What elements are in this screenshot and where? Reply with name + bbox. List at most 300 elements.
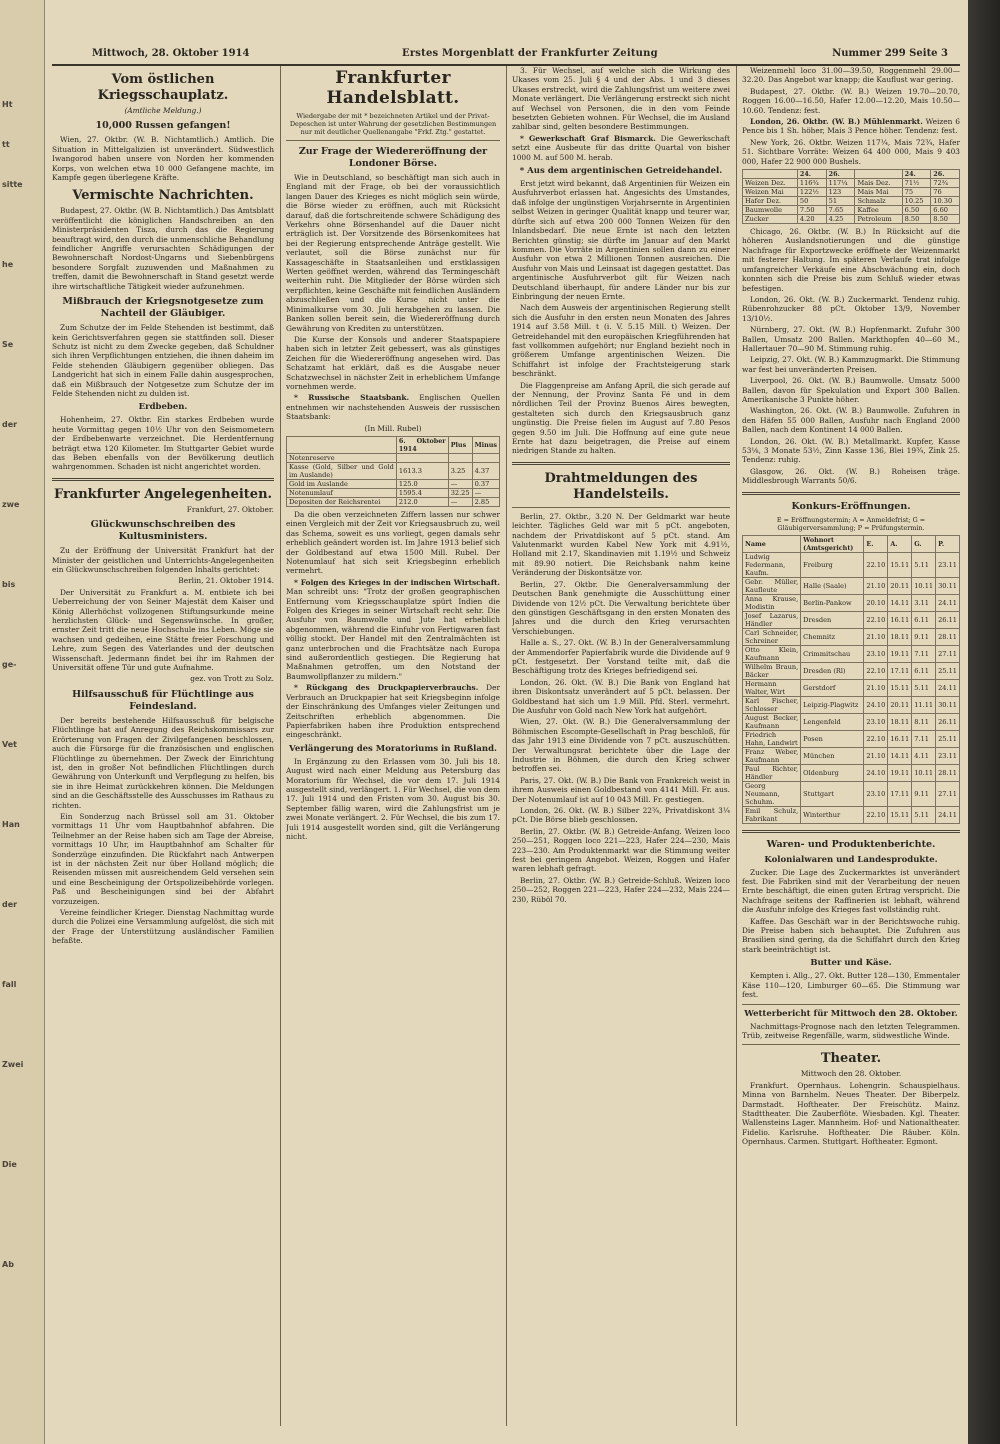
table-cell: Mais Mai	[855, 188, 902, 197]
table-cell	[448, 453, 472, 462]
table-cell: Gold im Auslande	[287, 479, 397, 488]
dateline: Mittwoch den 28. Oktober.	[800, 1069, 902, 1079]
headline: Glückwunschschreiben des Kultusministers.	[90, 519, 236, 543]
table-row	[743, 552, 960, 577]
table-header: 24.	[902, 170, 931, 179]
table-cell: Anna Krause, Modistin	[743, 594, 801, 611]
table-cell: 212.0	[396, 497, 448, 506]
issue-date: Mittwoch, 28. Oktober 1914	[92, 48, 250, 59]
table-cell: Gerstdorf	[801, 679, 864, 696]
table-row	[743, 747, 960, 764]
table-cell: 5.11	[912, 552, 936, 577]
table-cell: Leipzig-Plagwitz	[801, 696, 864, 713]
table-cell: 117¼	[826, 179, 855, 188]
article-text: Die Flaggenpreise am Anfang April, die sich gerade auf der Nennung, der Provinz Santa Fé und in dem nördlichen Teil der Provinz Buenos Aires bewegten, gestalteten sich durch den Kriegsausbruch ganz ungünstig. Die Preise fielen im August auf 7.80 Pesos gegen 9.50 im Juli. Die Hoffnung auf eine gute neue Ernte hat dazu beigetragen, die Preise auf einem niedrigen Stande zu halten.	[512, 380, 730, 456]
fragment: he	[2, 260, 14, 269]
article-text: Chicago, 26. Oktbr. (W. B.) In Rücksicht auf die höheren Auslandsnotierungen und die günstige Nachfrage für Exportzwecke eröffnete der Weizenmarkt mit festerer Haltung. Im späteren Verlaufe trat infolge umfangreicher Verkäufe eine Abschwächung ein, doch konnten sich die Preise bis zum Schluß wieder etwas befestigen.	[742, 227, 960, 293]
column-2	[286, 66, 500, 1426]
table-cell: 7.11	[912, 645, 936, 662]
table-cell: 8.11	[912, 713, 936, 730]
table-cell: 26.11	[936, 611, 960, 628]
table-cell: 28.11	[936, 764, 960, 781]
table-cell: —	[448, 479, 472, 488]
table-cell: —	[448, 497, 472, 506]
table-cell: Zucker	[743, 215, 798, 224]
headline: Erdbeben.	[138, 402, 188, 413]
table-cell: Dresden (Rl)	[801, 662, 864, 679]
table-cell: 23.11	[936, 747, 960, 764]
table-header: P.	[936, 535, 960, 552]
fragment: sitte	[2, 180, 23, 189]
table-cell: 11.11	[912, 696, 936, 713]
table-row	[743, 206, 960, 215]
article-text: In Ergänzung zu den Erlassen vom 30. Juli bis 18. August wird nach einer Meldung aus Petersburg das Moratorium für Wechsel, die vor dem 17. Juli 1914 ausgestellt sind, verlängert. 1. Für Wechsel, die von dem 17. Juli 1914 und den Fristen vom 30. August bis 30. September fällig waren, wird die Zahlungsfrist um je zwei Monate verlängert. 2. Für Wechsel, die bis zum 17. Juli 1914 ausgestellt worden sind, gilt die Verlängerung nicht.	[286, 756, 500, 841]
table-row	[743, 713, 960, 730]
headline: Wetterbericht für Mittwoch den 28. Oktober.	[744, 1008, 958, 1019]
article-text: Berlin, 27. Oktbr. (W. B.) Getreide-Schluß. Weizen loco 250—252, Roggen 221—223, Hafer 224—232, Mais 224—230, Rüböl 70.	[512, 875, 730, 904]
table-cell: 24.10	[864, 764, 888, 781]
table-header: Wohnort (Amtsgericht)	[801, 535, 864, 552]
table-cell: Baumwolle	[743, 206, 798, 215]
issue-number: Nummer 299 Seite 3	[832, 48, 948, 59]
article-text: Budapest, 27. Oktbr. (W. B.) Weizen 19.70—20.70, Roggen 16.00—16.50, Hafer 12.00—12.20, Mais 10.50—10.60. Tendenz: fest.	[742, 86, 960, 115]
table-cell: 27.11	[936, 645, 960, 662]
table-cell: 16.11	[888, 730, 912, 747]
table-cell: 24.10	[864, 696, 888, 713]
market-table	[742, 169, 960, 224]
divider	[512, 507, 730, 508]
table-cell: Lengenfeld	[801, 713, 864, 730]
article-text: Glasgow, 26. Okt. (W. B.) Roheisen träge. Middlesbrough Warrants 50/6.	[742, 466, 960, 486]
table-row	[287, 488, 500, 497]
table-cell: 3.11	[912, 594, 936, 611]
table-cell: —	[472, 488, 499, 497]
divider	[742, 830, 960, 833]
statebank-table	[286, 436, 500, 507]
table-cell: 122½	[797, 188, 826, 197]
fragment: zwe	[2, 500, 20, 509]
table-row	[287, 462, 500, 479]
article-text: Der Universität zu Frankfurt a. M. entbiete ich bei Ueberreichung der von Seiner Majestät dem Kaiser und König Allerhöchst vollzogenen Stiftungsurkunde meine herzlichsten Glück- und Segenswünsche. In großer, ernster Zeit tritt die neue Hochschule ins Leben. Möge sie wachsen und gedeihen, eine Stätte freier Forschung und Lehre, zum Segen des Vaterlandes und der deutschen Wissenschaft. Jedermann findet bei ihr im Rahmen der Universität offene Tür und gute Aufnahme.	[52, 587, 274, 673]
table-cell: 15.11	[888, 552, 912, 577]
table-cell: 5.11	[912, 806, 936, 823]
table-row	[743, 696, 960, 713]
article-text: 3. Für Wechsel, auf welche sich die Wirkung des Ukases vom 25. Juli § 4 und der Abs. 1 und 3 dieses Ukases erstreckt, wird die Zahlungsfrist um weitere zwei Monate verlängert. Die Verlängerung erstreckt sich nicht auf Wechsel von Personen, die in den vom Feinde besetzten Gebieten wohnen. Für Wechsel, die im Ausland zahlbar sind, gelten besondere Bestimmungen.	[512, 66, 730, 132]
table-cell: Weizen Mai	[743, 188, 798, 197]
table-cell: Karl Fischer, Schlosser	[743, 696, 801, 713]
fragment: der	[2, 420, 18, 429]
article-text: London, 26. Okt. (W. B.) Silber 22¾, Privatdiskont 3¼ pCt. Die Börse blieb geschlossen.	[512, 806, 730, 825]
table-row	[743, 577, 960, 594]
table-cell: Wilhelm Braun, Bäcker	[743, 662, 801, 679]
table-cell: 23.10	[864, 781, 888, 806]
table-row	[743, 215, 960, 224]
table-cell: Crimmitschau	[801, 645, 864, 662]
table-cell: Petroleum	[855, 215, 902, 224]
table-cell: 22.10	[864, 730, 888, 747]
table-row	[743, 764, 960, 781]
table-cell: 4.11	[912, 747, 936, 764]
table-row	[743, 781, 960, 806]
table-cell: 50	[797, 197, 826, 206]
adjacent-page-strip	[0, 0, 45, 1444]
table-cell: 6.60	[931, 206, 960, 215]
article-text: Wien, 27. Oktbr. (W. B. Nichtamtlich.) Amtlich. Die Situation in Mittelgalizien ist unverändert. Südwestlich Iwangorod haben unsere von Norden her kommenden Korps, von welchen etwa 10 000 Gefangene machte, im Kampfe gegen überlegene Kräfte.	[52, 135, 274, 183]
table-cell: Franz Weber, Kaufmann	[743, 747, 801, 764]
table-header	[287, 436, 397, 453]
article-text: Berlin, 27. Oktbr., 3.20 N. Der Geldmarkt war heute leichter. Tägliches Geld war mit 5 pCt. angeboten, nachdem der Privatdiskont auf 5 pCt. stand. Am Valutenmarkt wurden Kabel New York mit 4.91½, Holland mit 2.17, Skandinavien mit 1.19½ und Schweiz mit 89.90 notiert. Die Reichsbank nahm keine Veränderung der Diskontsätze vor.	[512, 511, 730, 578]
divider	[286, 140, 500, 141]
table-cell: Berlin-Pankow	[801, 594, 864, 611]
column-rule	[506, 66, 507, 1426]
table-row	[287, 497, 500, 506]
article-text: Hohenheim, 27. Oktbr. Ein starkes Erdbeben wurde heute Vormittag gegen 10½ Uhr von den Seismometern der Erdbebenwarte verzeichnet. Die Herdentfernung beträgt etwa 120 Kilometer. Im Stuttgarter Gebiet wurde das Beben ebenfalls von der Bevölkerung deutlich wahrgenommen. Schaden ist nicht angerichtet worden.	[52, 415, 274, 472]
table-cell: 30.11	[936, 696, 960, 713]
table-cell: Oldenburg	[801, 764, 864, 781]
table-cell: 4.37	[472, 462, 499, 479]
article-text: Man schreibt uns: "Trotz der großen geographischen Entfernung vom Kriegsschauplatze spürt Indien die Folgen des Krieges in seiner Wirtschaft recht sehr. Die Ausfuhr von Baumwolle und Jute hat erheblich abgenommen, während die Einfuhr von Fertigwaren fast völlig stockt. Der Handel mit den Zentralmächten ist ganz unterbrochen und die Frachtsätze nach Europa sind außerordentlich gestiegen. Die Regierung hat Maßnahmen getroffen, um den Notstand der Baumwollpflanzer zu mildern."	[286, 587, 500, 681]
table-cell	[396, 453, 448, 462]
article-text: Zu der Eröffnung der Universität Frankfurt hat der Minister der geistlichen und Unterrichts-Angelegenheiten ein Glückwunschschreiben folgenden Inhalts gerichtet:	[52, 546, 274, 574]
headline: 10,000 Russen gefangen!	[95, 120, 231, 132]
table-cell: 116¾	[797, 179, 826, 188]
table-cell: Josef Lazarus, Händler	[743, 611, 801, 628]
signature: gez. von Trott zu Solz.	[190, 674, 274, 684]
fragment: Han	[2, 820, 20, 829]
headline: Hilfsausschuß für Flüchtlinge aus Feindesland.	[72, 688, 254, 712]
article-text: Berlin, 27. Oktbr. (W. B.) Getreide-Anfang. Weizen loco 250—251, Roggen loco 221—223, Hafer 224—230, Mais 223—230. Am Produktenmarkt war die Stimmung weiter fest bei geringem Angebot. Weizen, Roggen und Hafer waren lebhaft gefragt.	[512, 826, 730, 874]
table-cell: 19.11	[888, 645, 912, 662]
article-text: Kaffee. Das Geschäft war in der Berichtswoche ruhig. Die Preise haben sich behauptet. Die Zufuhren aus Brasilien sind gering, da die Schiffahrt durch den Krieg stark beeinträchtigt ist.	[742, 916, 960, 954]
table-cell: August Becker, Kaufmann	[743, 713, 801, 730]
table-header: Minus	[472, 436, 499, 453]
table-cell: 30.11	[936, 577, 960, 594]
article-text: Die Kurse der Konsols und anderer Staatspapiere haben sich in letzter Zeit gebessert, was als günstiges Zeichen für die Wiedereröffnung angesehen wird. Das Schatzamt hat erklärt, daß es die Ausgabe neuer Schatzwechsel in nächster Zeit in erheblichem Umfange vornehmen werde.	[286, 334, 500, 391]
table-cell: 6.50	[902, 206, 931, 215]
table-header	[743, 170, 798, 179]
fragment: ge-	[2, 660, 17, 669]
divider	[742, 492, 960, 495]
table-cell: 22.10	[864, 806, 888, 823]
table-cell: 15.11	[888, 806, 912, 823]
table-cell: Kasse (Gold, Silber und Gold im Auslande)	[287, 462, 397, 479]
reprint-note: Wiedergabe der mit * bezeichneten Artikel und der Privat-Depeschen ist unter Wahrung der gesetzlichen Bestimmungen nur mit deutlicher Quellenangabe "Frkf. Ztg." gestattet.	[289, 112, 497, 136]
table-cell: 28.11	[936, 628, 960, 645]
article-text: Der Verbrauch an Druckpapier hat seit Kriegsbeginn infolge der Einschränkung des Umfanges vieler Zeitungen und Zeitschriften erheblich abgenommen. Die Papierfabriken haben ihre Produktion entsprechend eingeschränkt.	[286, 683, 500, 740]
table-cell: 10.30	[931, 197, 960, 206]
table-cell: 17.11	[888, 781, 912, 806]
table-cell: 25.11	[936, 730, 960, 747]
article-text: Paris, 27. Okt. (W. B.) Die Bank von Frankreich weist in ihrem Ausweis einen Goldbestand von 4141 Mill. Fr. aus. Der Notenumlauf ist auf 10 043 Mill. Fr. gestiegen.	[512, 775, 730, 804]
article-text: Wien, 27. Okt. (W. B.) Die Generalversammlung der Böhmischen Escompte-Gesellschaft in Prag beschloß, für das Jahr 1913 eine Dividende von 7 pCt. auszuschütten. Der Verwaltungsrat berichtete über die Lage der Industrie in Böhmen, die durch den Krieg schwer betroffen sei.	[512, 717, 730, 774]
dateline: Frankfurt, 27. Oktober.	[186, 504, 274, 514]
table-cell: 123	[826, 188, 855, 197]
article-text: London, 26. Okt. (W. B.) Die Bank von England hat ihren Diskontsatz unverändert auf 5 pCt. belassen. Der Goldbestand hat sich um 1.9 Mill. Pfd. Sterl. vermehrt. Die Ausfuhr von Gold nach New York hat aufgehört.	[512, 677, 730, 715]
article-text: London, 26. Okt. (W. B.) Metallmarkt. Kupfer, Kasse 53⅛, 3 Monate 53½, Zinn Kasse 136, Blei 19¾, Zink 25. Tendenz: ruhig.	[742, 436, 960, 465]
table-cell: Friedrich Hahn, Landwirt	[743, 730, 801, 747]
table-cell: 18.11	[888, 713, 912, 730]
table-cell: Carl Schneider, Schreiner	[743, 628, 801, 645]
table-cell: Notenumlauf	[287, 488, 397, 497]
book-binding	[968, 0, 1000, 1444]
table-cell: 1613.3	[396, 462, 448, 479]
column-rule	[736, 66, 737, 1426]
article-text: Da die oben verzeichneten Ziffern lassen nur schwer einen Vergleich mit der Zeit vor Kriegsausbruch zu, weil das Schema, soweit es uns vorliegt, gegen damals sehr erheblich geändert worden ist. Im Jahre 1913 belief sich der Goldbestand auf etwa 1500 Mill. Rubel. Der Notenumlauf hat sich seit Kriegsbeginn erheblich vermehrt.	[286, 509, 500, 576]
column-1	[52, 66, 274, 1426]
table-cell: Hermann Walter, Wirt	[743, 679, 801, 696]
table-cell: 23.10	[864, 645, 888, 662]
fragment: Ht	[2, 100, 13, 109]
section-headline: Theater.	[820, 1051, 882, 1067]
article-text: Leipzig, 27. Okt. (W. B.) Kammzugmarkt. Die Stimmung war fest bei unveränderten Preisen.	[742, 355, 960, 374]
table-cell: 75	[902, 188, 931, 197]
article-text: Weizenmehl loco 31.00—39.50, Roggenmehl 29.00—32.20. Das Angebot war knapp; die Kauflust war gering.	[742, 66, 960, 85]
table-row	[743, 730, 960, 747]
article-text: Budapest, 27. Oktbr. (W. B. Nichtamtlich.) Das Amtsblatt veröffentlicht die königlichen Handschreiben an den Ministerpräsidenten Tisza, durch das die Regierung beauftragt wird, den durch die unmenschliche Behandlung feindlicher Angriffe verursachten Schädigungen der Bewohnerschaft Nordost-Ungarns und Siebenbürgens besondere Sorgfalt zuzuwenden und Maßnahmen zu treffen, damit die Bewohnerschaft in Stand gesetzt werde ihre wirtschaftliche Tätigkeit wieder aufzunehmen.	[52, 206, 274, 291]
table-cell: 8.50	[902, 215, 931, 224]
table-cell: 5.11	[912, 679, 936, 696]
article-text: Die Gewerkschaft setzt eine Ausbeute für das dritte Quartal von bisher 1000 M. auf 500 M. herab.	[512, 133, 730, 162]
article-text: Nürnberg, 27. Okt. (W. B.) Hopfenmarkt. Zufuhr 300 Ballen, Umsatz 200 Ballen. Markthopfen 40—60 M., Hallertauer 70—90 M. Stimmung ruhig.	[742, 325, 960, 353]
table-cell: 21.10	[864, 628, 888, 645]
table-cell: 72¾	[931, 179, 960, 188]
table-row	[743, 197, 960, 206]
table-header: Name	[743, 535, 801, 552]
table-cell: 20.11	[888, 696, 912, 713]
fragment: fall	[2, 980, 17, 989]
table-header: 6. Oktober 1914	[396, 436, 448, 453]
divider	[52, 478, 274, 481]
fragment: Die	[2, 1160, 17, 1169]
table-caption: (In Mill. Rubel)	[364, 423, 422, 433]
table-header: Plus	[448, 436, 472, 453]
table-cell: 0.37	[472, 479, 499, 488]
table-cell: Paul Richter, Händler	[743, 764, 801, 781]
table-cell	[472, 453, 499, 462]
headline: Mißbrauch der Kriegsnotgesetze zum Nachteil der Gläubiger.	[62, 296, 264, 320]
table-row	[743, 679, 960, 696]
article-text: Nachmittags-Prognose nach den letzten Telegrammen. Trüb, zeitweise Regenfälle, warm, südwestliche Winde.	[742, 1021, 960, 1040]
table-cell: Notenreserve	[287, 453, 397, 462]
table-row	[743, 594, 960, 611]
article-text: Der bereits bestehende Hilfsausschuß für belgische Flüchtlinge hat auf Anregung des Reichskommissars zur Erörterung von Fragen der Zivilgefangenen beschlossen, auch die Fürsorge für die französischen und englischen Flüchtlinge zu übernehmen. Der Zweck der Einrichtung ist, den in großer Not befindlichen Flüchtlingen durch Gewährung von Unterkunft und Verpflegung zu helfen, bis sie in ihre Heimat zurückkehren können. Die Meldungen sind an die Geschäftsstelle des Ausschusses im Rathaus zu richten.	[52, 715, 274, 810]
table-cell: 32.25	[448, 488, 472, 497]
headline: London, 26. Oktbr. (W. B.) Mühlenmarkt.	[750, 117, 923, 127]
table-cell: Ludwig Federmann, Kaufm.	[743, 552, 801, 577]
headline: Zur Frage der Wiedereröffnung der Londoner Börse.	[298, 146, 488, 169]
section-headline: Frankfurter Handelsblatt.	[326, 68, 460, 108]
divider	[742, 1004, 960, 1005]
table-cell: 15.11	[888, 679, 912, 696]
divider	[512, 462, 730, 465]
article-text: Frankfurt. Opernhaus. Lohengrin. Schauspielhaus. Minna von Barnhelm. Neues Theater. Der Biberpelz. Darmstadt. Hoftheater. Der Freischütz. Mainz. Stadttheater. Die Zauberflöte. Wiesbaden. Kgl. Theater. Wallensteins Lager. Mannheim. Hof- und Nationaltheater. Fidelio. Karlsruhe. Hoftheater. Die Räuber. Köln. Opernhaus. Carmen. Stuttgart. Hoftheater. Egmont.	[742, 1080, 960, 1147]
table-cell: 22.10	[864, 552, 888, 577]
table-cell: 3.25	[448, 462, 472, 479]
fragment: Se	[2, 340, 14, 349]
table-cell: 26.11	[936, 713, 960, 730]
section-headline: Frankfurter Angelegenheiten.	[53, 486, 273, 502]
table-cell: 21.10	[864, 679, 888, 696]
article-text: Liverpool, 26. Okt. (W. B.) Baumwolle. Umsatz 5000 Ballen, davon für Spekulation und Export 300 Ballen. Amerikanische 3 Punkte höher.	[742, 376, 960, 404]
column-4	[742, 66, 960, 1426]
table-cell: Georg Neumann, Schuhm.	[743, 781, 801, 806]
table-cell: 16.11	[888, 611, 912, 628]
table-cell: 22.10	[864, 662, 888, 679]
table-header: E.	[864, 535, 888, 552]
table-cell: 7.11	[912, 730, 936, 747]
table-row	[287, 479, 500, 488]
fragment: tt	[2, 140, 10, 149]
article-text: Nach dem Ausweis der argentinischen Regierung stellt sich die Ausfuhr in den ersten neun Monaten des Jahres 1914 auf 3.58 Mill. t (i. V. 5.15 Mill. t) Weizen. Der Getreidehandel mit den europäischen Kriegführenden hat fast vollkommen aufgehört; nur England bezieht noch in größerem Umfange argentinischen Weizen. Die Schiffahrt ist infolge der Frachtsteigerung stark beschränkt.	[512, 303, 730, 379]
article-text: Ein Sonderzug nach Brüssel soll am 31. Oktober vormittags 11 Uhr vom Hauptbahnhof abfahren. Die Teilnehmer an der Reise haben sich am Tage der Abreise, vormittags 10 Uhr, im Hauptbahnhof am Schalter für Sonderzüge einzufinden. Die Rückfahrt nach Antwerpen ist in der nächsten Zeit nur über Holland möglich; die Reisenden müssen mit ausreichendem Geld versehen sein und eine Bescheinigung der Ortspolizeibehörde vorlegen. Paß und Bescheinigungen sind bei der Abfahrt vorzuzeigen.	[52, 811, 274, 906]
table-row	[743, 179, 960, 188]
table-cell: 24.11	[936, 594, 960, 611]
table-cell: Gebr. Müller, Kaufleute	[743, 577, 801, 594]
table-cell: München	[801, 747, 864, 764]
table-cell: 6.11	[912, 611, 936, 628]
legend: E = Eröffnungstermin; A = Anmeldefrist; G = Gläubigerversammlung; P = Prüfungstermin.	[776, 515, 926, 532]
bankruptcy-table	[742, 535, 960, 824]
headline: * Russische Staatsbank.	[294, 393, 410, 403]
article-text: Halle a. S., 27. Okt. (W. B.) In der Generalversammlung der Ammendorfer Papierfabrik wurde die Dividende auf 9 pCt. festgesetzt. Der Vorstand teilte mit, daß die Beschäftigung trotz des Krieges befriedigend sei.	[512, 638, 730, 676]
table-cell: Freiburg	[801, 552, 864, 577]
table-cell: 18.11	[888, 628, 912, 645]
headline: Vermischte Nachrichten.	[72, 188, 254, 204]
table-row	[743, 645, 960, 662]
dateline: Berlin, 21. Oktober 1914.	[178, 576, 274, 586]
table-cell: Hafer Dez.	[743, 197, 798, 206]
table-cell: 24.11	[936, 806, 960, 823]
table-row	[743, 806, 960, 823]
table-cell: 10.25	[902, 197, 931, 206]
column-rule	[280, 66, 281, 1426]
table-cell: 9.11	[912, 781, 936, 806]
headline: * Folgen des Krieges in der indischen Wirtschaft.	[294, 577, 500, 587]
table-cell: Chemnitz	[801, 628, 864, 645]
table-row	[743, 662, 960, 679]
table-cell: 7.50	[797, 206, 826, 215]
table-cell: 14.11	[888, 594, 912, 611]
section-headline: Konkurs-Eröffnungen.	[791, 500, 911, 512]
table-cell: Winterthur	[801, 806, 864, 823]
headline: * Aus dem argentinischen Getreidehandel.	[519, 166, 723, 177]
article-text: Wie in Deutschland, so beschäftigt man sich auch in England mit der Frage, ob bei der voraussichtlich langen Dauer des Krieges es nicht möglich sein würde, die Börse wieder zu eröffnen, auch mit Rücksicht darauf, daß die fortschreitende schwere Schädigung des Verkehrs ohne Börsenhandel auf die Dauer nicht erträglich ist. Der Vorsitzende des Börsenkomitees hat bei der Regierung entsprechende Anträge gestellt. Wie verlautet, soll die Börse zunächst nur für Kassageschäfte in Staatsanleihen und erstklassigen Werten geöffnet werden, während das Termingeschäft weiterhin ruht. Die Mitglieder der Börse würden sich verpflichten, keine Geschäfte mit feindlichen Ausländern abzuschließen und die Kurse nicht unter die Minimalkurse vom 30. Juli herabgehen zu lassen. Die Banken sollen bereit sein, die Wiedereröffnung durch Gewährung von Krediten zu unterstützen.	[286, 173, 500, 333]
table-cell: Halle (Saale)	[801, 577, 864, 594]
headline: Kolonialwaren und Landesprodukte.	[764, 854, 938, 865]
table-cell: 4.20	[797, 215, 826, 224]
article-text: Erst jetzt wird bekannt, daß Argentinien für Weizen ein Ausfuhrverbot erlassen hat. Angesichts des Umstandes, daß infolge der ungünstigen Vorjahrsernte in Argentinien selbst Weizen in geringer Qualität knapp und teurer war, dürfte sich auf etwa 200 000 Tonnen Weizen für den Inlandsbedarf. Die neue Ernte ist nach den letzten Berichten günstig; sie dürfte im Januar auf den Markt kommen. Die Vorräte in Argentinien sollen dann zu einer Ausfuhr von etwa 2 Millionen Tonnen ausreichen. Die Ausfuhr von Mais und Leinsaat ist dagegen gestattet. Das argentinische Ausfuhrverbot gilt für Weizen nach Deutschland überhaupt, für andere Länder nur bis zur Einbringung der neuen Ernte.	[512, 179, 730, 301]
table-cell: 10.11	[912, 577, 936, 594]
table-cell: Otto Klein, Kaufmann	[743, 645, 801, 662]
table-cell: 1595.4	[396, 488, 448, 497]
table-header	[855, 170, 902, 179]
table-header: A.	[888, 535, 912, 552]
fragment: Vet	[2, 740, 18, 749]
table-cell: 23.11	[936, 552, 960, 577]
article-text: Zum Schutze der im Felde Stehenden ist bestimmt, daß kein Gerichtsverfahren gegen sie stattfinden soll. Dieser Schutz ist nicht zu dem Zwecke gegeben, daß Schuldner sich ihren Verpflichtungen entziehen, die ihnen daheim im Felde stehenden Gläubigern gegenüber obliegen. Das Landgericht hat sich in einem Falle dahin ausgesprochen, daß ein Mißbrauch der Notgesetze zum Schutze der im Felde Stehenden nicht zu dulden ist.	[52, 323, 274, 398]
table-cell: 21.10	[864, 577, 888, 594]
table-cell: 19.11	[888, 764, 912, 781]
table-cell: 25.11	[936, 662, 960, 679]
table-cell: 8.50	[931, 215, 960, 224]
headline: * Rückgang des Druckpapierverbrauchs.	[294, 683, 479, 693]
table-cell: Kaffee	[855, 206, 902, 215]
column-3	[512, 66, 730, 1426]
table-cell: 24.11	[936, 679, 960, 696]
headline: Verlängerung des Moratoriums in Rußland.	[289, 743, 497, 754]
table-header: 24.	[797, 170, 826, 179]
article-text: Weizen 6 Pence bis 1 Sh. höher, Mais 3 Pence höher. Tendenz: fest.	[742, 117, 960, 136]
headline: * Gewerkschaft Graf Bismarck.	[520, 133, 656, 143]
headline: Butter und Käse.	[810, 958, 892, 969]
table-row	[743, 628, 960, 645]
table-cell: Stuttgart	[801, 781, 864, 806]
table-cell: 76	[931, 188, 960, 197]
table-cell: Dresden	[801, 611, 864, 628]
fragment: Ab	[2, 1260, 14, 1269]
table-cell: 17.11	[888, 662, 912, 679]
article-text: Vereine feindlicher Krieger. Dienstag Nachmittag wurde durch die Polizei eine Versammlung aufgelöst, die sich mit der Frage der Unterstützung ausländischer Familien befaßte.	[52, 908, 274, 946]
table-cell: Emil Schulz, Fabrikant	[743, 806, 801, 823]
subheading: (Amtliche Meldung.)	[124, 106, 202, 115]
article-text: Berlin, 27. Oktbr. Die Generalversammlung der Deutschen Bank genehmigte die Ausschüttung einer Dividende von 12½ pCt. Die Verwaltung berichtete über den günstigen Geschäftsgang in den ersten Monaten des Jahres und die durch den Krieg verursachten Verschiebungen.	[512, 579, 730, 636]
table-cell: 20.10	[864, 594, 888, 611]
table-cell: 4.25	[826, 215, 855, 224]
table-cell: Posen	[801, 730, 864, 747]
table-cell: Weizen Dez.	[743, 179, 798, 188]
table-cell: 27.11	[936, 781, 960, 806]
table-cell: Mais Dez.	[855, 179, 902, 188]
newspaper-title: Erstes Morgenblatt der Frankfurter Zeitung	[402, 48, 658, 59]
fragment: bis	[2, 580, 16, 589]
article-text: Englischen Quellen entnehmen wir nachstehenden Ausweis der russischen Staatsbank:	[286, 393, 500, 422]
table-cell: 2.85	[472, 497, 499, 506]
table-header: 26.	[826, 170, 855, 179]
fragment: der	[2, 900, 18, 909]
table-cell: 10.11	[912, 764, 936, 781]
table-cell: 22.10	[864, 611, 888, 628]
table-row	[743, 611, 960, 628]
section-headline: Drahtmeldungen des Handelsteils.	[544, 470, 698, 502]
table-cell: 125.0	[396, 479, 448, 488]
article-text: Washington, 26. Okt. (W. B.) Baumwolle. Zufuhren in den Häfen 55 000 Ballen, Ausfuhr nach England 2000 Ballen, nach dem Kontinent 14 000 Ballen.	[742, 406, 960, 435]
table-cell: 71½	[902, 179, 931, 188]
table-cell: 21.10	[864, 747, 888, 764]
article-text: London, 26. Okt. (W. B.) Zuckermarkt. Tendenz ruhig. Rübenrohzucker 88 pCt. Oktober 13/9, November 13/10½.	[742, 294, 960, 323]
article-text: Zucker. Die Lage des Zuckermarktes ist unverändert fest. Die Fabriken sind mit der Verarbeitung der neuen Ernte beschäftigt, die einen guten Ertrag verspricht. Die Nachfrage seitens der Raffinerien ist lebhaft, während die Ausfuhr infolge des Krieges fast vollständig ruht.	[742, 867, 960, 915]
article-text: Kempten i. Allg., 27. Okt. Butter 128—130, Emmentaler Käse 110—120, Limburger 60—65. Die Stimmung war fest.	[742, 971, 960, 1000]
table-row	[287, 453, 500, 462]
table-cell: 6.11	[912, 662, 936, 679]
fragment: Zwei	[2, 1060, 24, 1069]
table-cell: 20.11	[888, 577, 912, 594]
table-cell: 9.11	[912, 628, 936, 645]
headline: Vom östlichen Kriegsschauplatz.	[97, 72, 229, 103]
table-cell: Depositen der Reichsrentei	[287, 497, 397, 506]
table-cell: 14.11	[888, 747, 912, 764]
table-header: 26.	[931, 170, 960, 179]
divider	[742, 1044, 960, 1045]
table-cell: 51	[826, 197, 855, 206]
article-text: New York, 26. Oktbr. Weizen 117¼, Mais 72¾, Hafer 51. Sichtbare Vorräte: Weizen 64 400 000, Mais 9 403 000, Hafer 22 900 000 Bushels.	[742, 137, 960, 166]
masthead	[52, 40, 960, 66]
table-row	[743, 188, 960, 197]
section-headline: Waren- und Produktenberichte.	[766, 838, 936, 850]
table-cell: Schmalz	[855, 197, 902, 206]
table-cell: 23.10	[864, 713, 888, 730]
table-header: G.	[912, 535, 936, 552]
table-cell: 7.65	[826, 206, 855, 215]
